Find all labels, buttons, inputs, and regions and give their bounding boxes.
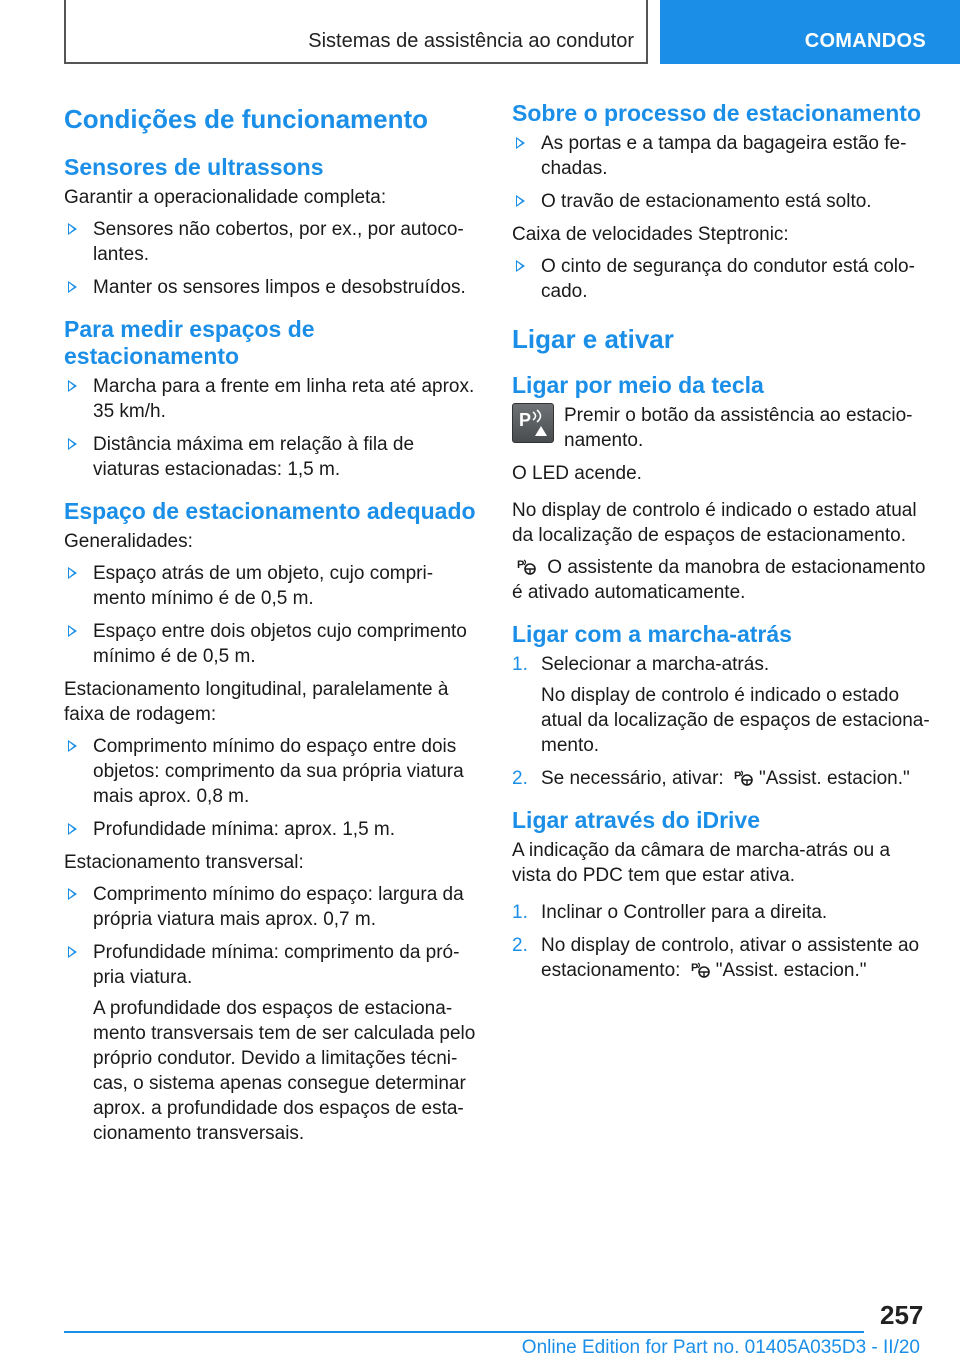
list-item: Profundidade mínima: aprox. 1,5 m.: [64, 817, 482, 842]
list-item: Espaço entre dois objetos cujo comprimento mínimo é de 0,5 m.: [64, 619, 482, 669]
svg-text:P: P: [517, 559, 525, 571]
park-assist-button-icon: [512, 403, 554, 443]
step-note: No display de controlo é indicado o estado atual da localização de espaços de estaciona-mento.: [541, 685, 930, 756]
park-assist-symbol-icon: [690, 960, 712, 978]
list-item: As portas e a tampa da bagageira estão fe-chadas.: [512, 131, 930, 181]
list-item: Comprimento mínimo do espaço entre dois objetos: comprimento da sua própria viatura mais aprox. 0,8 m.: [64, 734, 482, 809]
triangle-bullet-icon: [68, 567, 77, 579]
bullet-list: [512, 254, 930, 304]
paragraph: Estacionamento longitudinal, paralelamente à faixa de rodagem:: [64, 679, 449, 725]
list-item: Distância máxima em relação à fila de viaturas estacionadas: 1,5 m.: [64, 432, 482, 482]
paragraph: O LED acende.: [512, 463, 642, 484]
heading-switch-on: Ligar e ativar: [512, 324, 674, 354]
header-section-title: Sistemas de assistência ao condutor: [308, 30, 634, 52]
park-assist-symbol-icon: [516, 557, 538, 575]
paragraph: P O assistente da manobra de estacionamento é ativado automaticamente.: [512, 557, 926, 603]
bullet-list: [512, 131, 930, 214]
header-chapter-label: COMANDOS: [804, 30, 926, 52]
note-paragraph: A profundidade dos espaços de estaciona-mento transversais tem de ser calculada pelo próprio condutor. Devido a limitações técni-cas, o sistema apenas consegue determinar aprox. a profundidade dos espaços de esta-cionamento transversais.: [93, 998, 476, 1144]
list-item: O travão de estacionamento está solto.: [512, 189, 930, 214]
heading-ultrasonic-sensors: Sensores de ultrassons: [64, 154, 324, 180]
triangle-bullet-icon: [68, 888, 77, 900]
left-column: [64, 100, 482, 1154]
list-item: O cinto de segurança do condutor está colo-cado.: [512, 254, 930, 304]
numbered-list: [512, 900, 930, 983]
bullet-list: [64, 374, 482, 482]
button-instruction: [512, 403, 930, 453]
footer-edition: Online Edition for Part no. 01405A035D3 - II/20: [521, 1337, 920, 1358]
triangle-bullet-icon: [68, 438, 77, 450]
bullet-list: [64, 734, 482, 842]
paragraph: Premir o botão da assistência ao estacio-namento.: [564, 405, 913, 451]
list-item: 2. No display de controlo, ativar o assistente ao estacionamento: P "Assist. estacion.": [512, 935, 920, 981]
bullet-list: [64, 217, 482, 300]
triangle-bullet-icon: [68, 625, 77, 637]
paragraph: Caixa de velocidades Steptronic:: [512, 224, 789, 245]
paragraph: A indicação da câmara de marcha-atrás ou a vista do PDC tem que estar ativa.: [512, 840, 891, 886]
heading-measure-spaces: Para medir espaços de estacionamento: [64, 316, 315, 369]
list-item: Comprimento mínimo do espaço: largura da própria viatura mais aprox. 0,7 m.: [64, 882, 482, 932]
triangle-bullet-icon: [68, 823, 77, 835]
triangle-bullet-icon: [516, 137, 525, 149]
svg-text:P: P: [733, 770, 742, 782]
paragraph: No display de controlo é indicado o estado atual da localização de espaços de estacionamento.: [512, 500, 917, 546]
page-number: 257: [880, 1300, 924, 1330]
list-item: Sensores não cobertos, por ex., por autoco-lantes.: [64, 217, 482, 267]
svg-text:P: P: [690, 962, 699, 974]
header-section-box: [64, 0, 648, 64]
park-assist-symbol-icon: [733, 768, 755, 786]
header-chapter-tab: [660, 0, 960, 64]
list-item: Espaço atrás de um objeto, cujo compri-mento mínimo é de 0,5 m.: [64, 561, 482, 611]
heading-suitable-space: Espaço de estacionamento adequado: [64, 498, 476, 524]
triangle-bullet-icon: [68, 281, 77, 293]
paragraph: Garantir a operacionalidade completa:: [64, 187, 387, 208]
right-column: [512, 100, 930, 991]
triangle-bullet-icon: [68, 223, 77, 235]
bullet-list: [64, 561, 482, 669]
list-item: 1. Selecionar a marcha-atrás. No display de controlo é indicado o estado atual da localização de espaços de estaciona-mento.: [512, 654, 930, 756]
heading-via-button: Ligar por meio da tecla: [512, 372, 764, 398]
list-item: Profundidade mínima: comprimento da pró-pria viatura. A profundidade dos espaços de estaciona-mento transversais tem de ser calculada pelo próprio condutor. Devido a limitações técni-cas, o sistema apenas consegue determinar aprox. a profundidade dos espaços de esta-cionamento transversais.: [64, 940, 482, 1146]
heading-conditions: Condições de funcionamento: [64, 104, 429, 134]
paragraph: Generalidades:: [64, 531, 193, 552]
paragraph: Estacionamento transversal:: [64, 852, 304, 873]
heading-via-idrive: Ligar através do iDrive: [512, 807, 760, 833]
numbered-list: [512, 652, 930, 791]
list-item: 2. Se necessário, ativar: P "Assist. estacion.": [512, 768, 910, 789]
svg-text:P: P: [519, 410, 532, 430]
triangle-bullet-icon: [516, 195, 525, 207]
list-item: Manter os sensores limpos e desobstruídos.: [64, 275, 482, 300]
triangle-bullet-icon: [68, 946, 77, 958]
heading-parking-process: Sobre o processo de estacionamento: [512, 100, 922, 126]
triangle-bullet-icon: [68, 380, 77, 392]
triangle-bullet-icon: [68, 740, 77, 752]
triangle-bullet-icon: [516, 260, 525, 272]
heading-via-reverse: Ligar com a marcha-atrás: [512, 621, 792, 647]
bullet-list: [64, 882, 482, 1146]
footer-divider: [64, 1331, 864, 1333]
list-item: Marcha para a frente em linha reta até aprox. 35 km/h.: [64, 374, 482, 424]
list-item: 1. Inclinar o Controller para a direita.: [512, 902, 828, 923]
